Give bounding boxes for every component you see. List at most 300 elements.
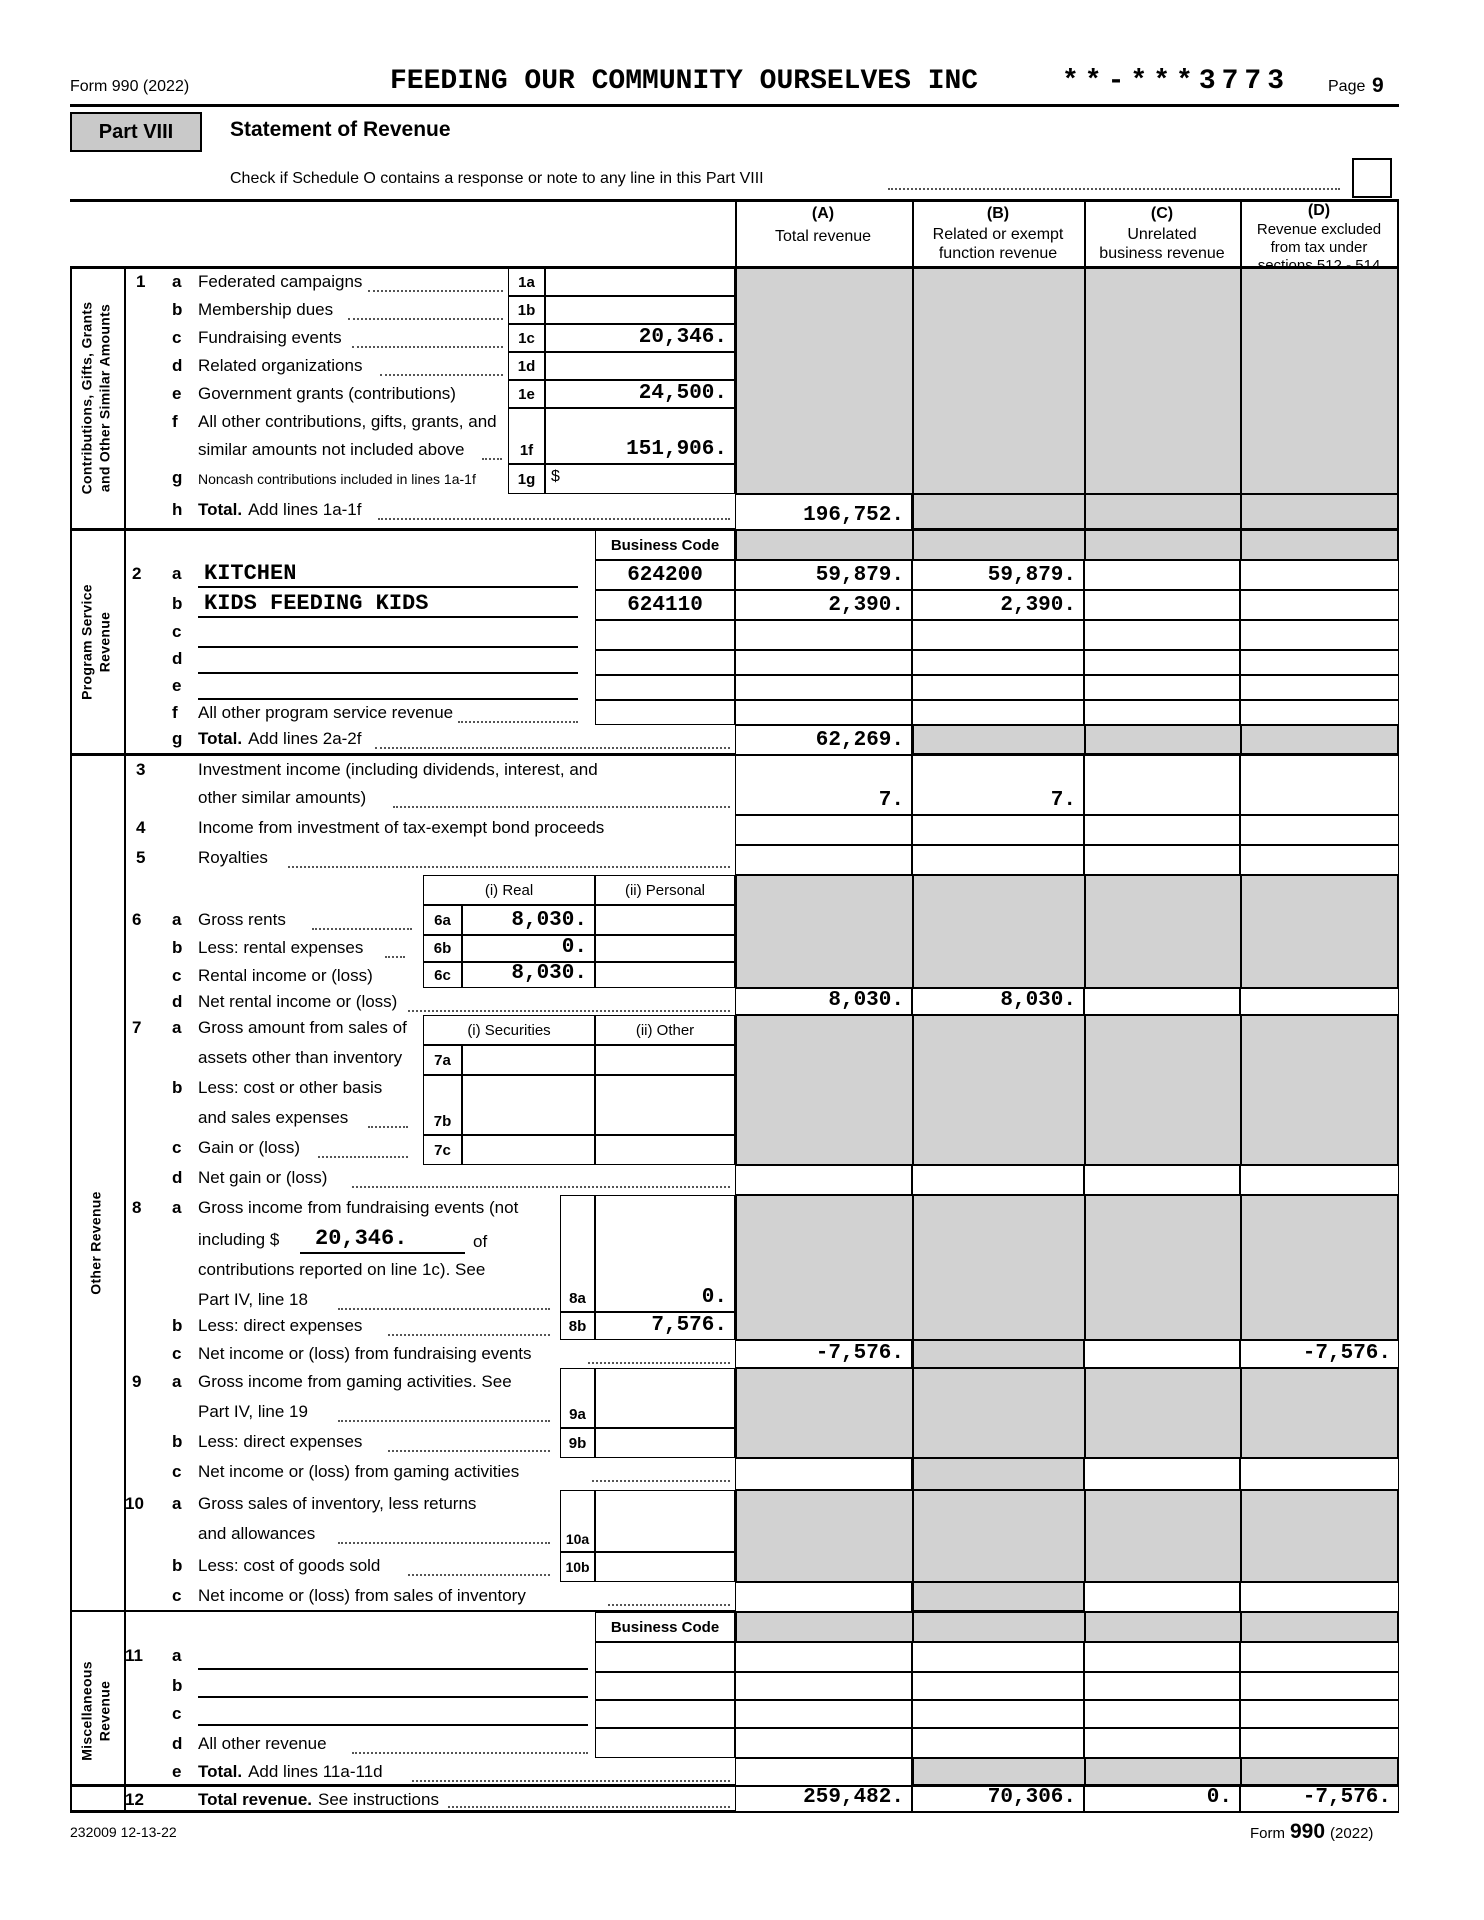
line-11d-col-b[interactable] [912,1728,1084,1758]
line-11a-name-field[interactable] [198,1668,588,1670]
section-label-other-revenue: Other Revenue [87,1191,104,1295]
line-8c-col-c[interactable] [1084,1340,1240,1368]
dot-leader [352,346,503,348]
line-1e-box: 1e [508,380,545,408]
shade-9c-b [912,1458,1084,1490]
line-1a-value-cell[interactable] [545,268,735,296]
line-1d-letter: d [172,356,183,375]
ein-value: **-***3773 [1062,66,1291,97]
line-2a-name[interactable]: KITCHEN [204,561,297,586]
dot-leader [318,1156,408,1158]
line-7d-letter: d [172,1168,183,1187]
dot-leader [378,518,730,520]
dot-leader [388,1334,550,1336]
line-2e-code-cell[interactable] [595,675,735,700]
line-7a-securities-cell[interactable] [462,1045,595,1075]
line-11b-code-cell[interactable] [595,1672,735,1700]
line-9b-letter: b [172,1432,183,1451]
line-1b-label: Membership dues [198,300,334,319]
line-11b-letter: b [172,1676,183,1695]
dot-leader [888,188,1340,190]
line-12-number: 12 [125,1790,144,1809]
line-2b-col-c[interactable] [1084,590,1240,620]
line-9c-label: Net income or (loss) from gaming activities [198,1462,520,1481]
dot-leader [388,1450,550,1452]
organization-name: FEEDING OUR COMMUNITY OURSELVES INC [390,66,979,97]
line-9c-col-a[interactable] [735,1458,912,1490]
line-6a-letter: a [172,910,182,929]
line-1g-label: Noncash contributions included in lines 1a-1f [198,471,476,487]
line-8c-letter: c [172,1344,182,1363]
line-11-number: 11 [125,1646,143,1665]
line-9c-letter: c [172,1462,182,1481]
dot-leader [608,1604,730,1606]
line-9c-col-c[interactable] [1084,1458,1240,1490]
schedule-o-checkbox[interactable] [1352,158,1392,198]
line-1e-value-cell[interactable]: 24,500. [545,380,735,408]
line-11e-label: Total. Add lines 11a-11d [198,1762,383,1781]
line-9b-value-cell[interactable] [595,1428,735,1458]
col-d-tag: (D) [1307,202,1331,219]
line-7c-label: Gain or (loss) [198,1138,301,1157]
dot-leader [482,458,502,460]
section-strip-divider [124,268,126,1812]
line-10c-letter: c [172,1586,182,1605]
form-label: Form 990 (2022) [70,78,190,95]
col-d-label-1: Revenue excluded [1256,221,1382,238]
line-4-col-b[interactable] [912,815,1084,845]
line-10b-box: 10b [560,1552,595,1582]
line-8a-label-3: contributions reported on line 1c). See [198,1260,486,1279]
line-10a-value-cell[interactable] [595,1490,735,1552]
line-11c-col-a[interactable] [735,1700,912,1728]
line-9a-label-2: Part IV, line 19 [198,1402,308,1421]
schedule-o-check-text: Check if Schedule O contains a response or note to any line in this Part VIII [230,170,764,187]
line-6d-col-d[interactable] [1240,988,1399,1015]
line-11e-total-a[interactable] [735,1758,912,1786]
line-7a-label-2: assets other than inventory [198,1048,403,1067]
dot-leader [592,1480,730,1482]
shade-7abc [735,1015,1399,1165]
line-7d-col-c[interactable] [1084,1165,1240,1195]
line-1b-letter: b [172,300,183,319]
line-2d-col-a[interactable] [735,650,912,675]
line-2b-col-b[interactable]: 2,390. [912,590,1084,620]
line-1c-letter: c [172,328,182,347]
line-1g-dollar-sign: $ [551,468,560,485]
line-12-col-c[interactable]: 0. [1084,1786,1240,1812]
line-6d-col-c[interactable] [1084,988,1240,1015]
line-11d-col-c[interactable] [1084,1728,1240,1758]
line-6a-box: 6a [423,905,462,935]
dot-leader [368,1126,408,1128]
part-viii-badge: Part VIII [70,112,202,152]
line-8c-label: Net income or (loss) from fundraising events [198,1344,532,1363]
line-11c-col-b[interactable] [912,1700,1084,1728]
line-2f-col-b[interactable] [912,700,1084,725]
line-5-number: 5 [136,848,146,867]
line-2e-col-a[interactable] [735,675,912,700]
line-7d-label: Net gain or (loss) [198,1168,328,1187]
line-3-label-2: other similar amounts) [198,788,367,807]
line-6d-label: Net rental income or (loss) [198,992,398,1011]
line-6b-label: Less: rental expenses [198,938,364,957]
line-11d-code-cell[interactable] [595,1728,735,1758]
line-11a-col-d[interactable] [1240,1642,1399,1672]
line-10a-box: 10a [560,1490,595,1552]
line-5-col-c[interactable] [1084,845,1240,875]
shade-9ab [735,1368,1399,1458]
line-2c-col-b[interactable] [912,620,1084,650]
line-1c-label: Fundraising events [198,328,342,347]
line-2f-label: All other program service revenue [198,703,454,722]
line-11a-code-cell[interactable] [595,1642,735,1672]
line-7a-other-cell[interactable] [595,1045,735,1075]
line-7d-col-b[interactable] [912,1165,1084,1195]
line-6b-box: 6b [423,935,462,962]
line-2b-col-d[interactable] [1240,590,1399,620]
line-9-number: 9 [132,1372,142,1391]
line-11a-letter: a [172,1646,182,1665]
line-11b-name-field[interactable] [198,1696,588,1698]
line-1h-label: Total. Add lines 1a-1f [198,500,362,519]
line-6c-real-cell[interactable]: 8,030. [462,962,595,988]
line-4-col-a[interactable] [735,815,912,845]
line-2e-col-b[interactable] [912,675,1084,700]
section-label-contributions: Contributions, Gifts, Grants and Other Similar Amounts [78,301,112,495]
line-11d-col-d[interactable] [1240,1728,1399,1758]
line-6c-personal-cell[interactable] [595,962,735,988]
line-1g-value-cell[interactable] [545,464,735,494]
line-1d-value-cell[interactable] [545,352,735,380]
line-8-number: 8 [132,1198,142,1217]
line-8b-box: 8b [560,1312,595,1340]
line-6d-col-b[interactable]: 8,030. [912,988,1084,1015]
line-10a-label-1: Gross sales of inventory, less returns [198,1494,477,1513]
shade-1h-bcd [912,494,1399,530]
line-3-col-d[interactable] [1240,755,1399,815]
line-2f-col-c[interactable] [1084,700,1240,725]
line-1f-label-2: similar amounts not included above [198,440,465,459]
business-code-header: Business Code [595,530,735,560]
line-11b-col-d[interactable] [1240,1672,1399,1700]
dot-leader [412,1780,730,1782]
col-c-label-1: Unrelated [1127,226,1197,243]
dot-leader [338,1542,550,1544]
line-8a-amount[interactable]: 20,346. [315,1226,408,1251]
line-8b-letter: b [172,1316,183,1335]
line-2e-letter: e [172,676,182,695]
line-2d-letter: d [172,649,183,668]
line-9a-letter: a [172,1372,182,1391]
line-2c-name-field[interactable] [198,646,578,648]
dot-leader [393,806,730,808]
dot-leader [368,290,503,292]
line-2f-col-a[interactable] [735,700,912,725]
line-7b-label-1: Less: cost or other basis [198,1078,383,1097]
other-column-header: (ii) Other [595,1015,735,1045]
dot-leader [408,1574,550,1576]
line-6d-letter: d [172,992,183,1011]
line-8b-label: Less: direct expenses [198,1316,363,1335]
line-2f-code-cell[interactable] [595,700,735,725]
line-1h-letter: h [172,500,183,519]
footer-form-year: (2022) [1330,1825,1374,1842]
line-2d-name-field[interactable] [198,672,578,674]
line-3-label-1: Investment income (including dividends, interest, and [198,760,598,779]
line-4-label: Income from investment of tax-exempt bond proceeds [198,818,605,837]
line-2b-col-a[interactable]: 2,390. [735,590,912,620]
dot-leader [588,1362,730,1364]
line-9a-box: 9a [560,1368,595,1428]
line-2c-col-a[interactable] [735,620,912,650]
line-11c-code-cell[interactable] [595,1700,735,1728]
shade-1a-1g [735,268,1399,494]
line-12-col-d[interactable]: -7,576. [1240,1786,1399,1812]
line-2f-letter: f [172,703,178,722]
line-8a-amount-underline [300,1252,465,1254]
line-11b-col-c[interactable] [1084,1672,1240,1700]
line-1d-label: Related organizations [198,356,363,375]
line-2a-letter: a [172,564,182,583]
line-8a-label-1: Gross income from fundraising events (not [198,1198,519,1217]
line-3-col-a[interactable]: 7. [735,755,912,815]
line-2c-col-d[interactable] [1240,620,1399,650]
header-rule [70,104,1399,107]
line-2g-label: Total. Add lines 2a-2f [198,729,362,748]
dot-leader [348,318,503,320]
line-6d-col-a[interactable]: 8,030. [735,988,912,1015]
line-1b-value-cell[interactable] [545,296,735,324]
line-2d-code-cell[interactable] [595,650,735,675]
line-7d-col-a[interactable] [735,1165,912,1195]
line-2-number: 2 [132,564,142,583]
line-11d-letter: d [172,1734,183,1753]
line-11d-label: All other revenue [198,1734,327,1753]
line-11b-col-b[interactable] [912,1672,1084,1700]
line-1e-letter: e [172,384,182,403]
line-2a-code-cell[interactable]: 624200 [595,560,735,590]
line-10c-label: Net income or (loss) from sales of inventory [198,1586,526,1605]
line-2f-col-d[interactable] [1240,700,1399,725]
line-1a-letter: a [172,272,182,291]
page-number: 9 [1372,74,1384,97]
line-2a-col-a[interactable]: 59,879. [735,560,912,590]
line-10c-col-a[interactable] [735,1582,912,1612]
line-2a-col-c[interactable] [1084,560,1240,590]
line-7c-securities-cell[interactable] [462,1135,595,1165]
dot-leader [375,747,730,749]
col-b-label-1: Related or exempt [932,226,1064,243]
line-11c-col-c[interactable] [1084,1700,1240,1728]
line-7a-letter: a [172,1018,182,1037]
real-column-header: (i) Real [423,875,595,905]
line-1c-box: 1c [508,324,545,352]
line-2b-name-field[interactable] [198,616,578,618]
line-11c-letter: c [172,1704,182,1723]
line-8a-label-2a: including $ [198,1230,280,1249]
dot-leader [448,1806,730,1808]
line-6b-personal-cell[interactable] [595,935,735,962]
line-7c-box: 7c [423,1135,462,1165]
line-1f-box: 1f [508,408,545,464]
line-10c-col-c[interactable] [1084,1582,1240,1612]
col-a-label: Total revenue [774,228,872,245]
dot-leader [288,866,730,868]
line-5-col-b[interactable] [912,845,1084,875]
line-8b-value-cell[interactable]: 7,576. [595,1312,735,1340]
line-10b-value-cell[interactable] [595,1552,735,1582]
line-7a-box: 7a [423,1045,462,1075]
line-9a-value-cell[interactable] [595,1368,735,1428]
line-3-col-c[interactable] [1084,755,1240,815]
line-5-col-d[interactable] [1240,845,1399,875]
line-2b-code-cell[interactable]: 624110 [595,590,735,620]
line-7b-box: 7b [423,1075,462,1135]
line-11d-col-a[interactable] [735,1728,912,1758]
dot-leader [380,374,503,376]
part-title: Statement of Revenue [230,118,451,141]
section-label-miscellaneous: Miscellaneous Revenue [78,1661,112,1761]
personal-column-header: (ii) Personal [595,875,735,905]
line-7c-letter: c [172,1138,182,1157]
line-11a-col-a[interactable] [735,1642,912,1672]
line-7c-other-cell[interactable] [595,1135,735,1165]
dot-leader [352,1186,730,1188]
line-8c-col-d[interactable]: -7,576. [1240,1340,1399,1368]
line-6a-personal-cell[interactable] [595,905,735,935]
line-6a-real-cell[interactable]: 8,030. [462,905,595,935]
col-a-tag: (A) [811,205,835,222]
line-11a-col-b[interactable] [912,1642,1084,1672]
line-8c-col-a[interactable]: -7,576. [735,1340,912,1368]
footer-form-number: 990 [1290,1820,1326,1843]
line-1g-box: 1g [508,464,545,494]
footer-code: 232009 12-13-22 [70,1824,177,1840]
line-7b-securities-cell[interactable] [462,1075,595,1135]
line-1g-letter: g [172,468,183,487]
line-5-label: Royalties [198,848,268,867]
line-1-number: 1 [136,272,146,291]
line-2c-code-cell[interactable] [595,620,735,650]
line-8a-label-4: Part IV, line 18 [198,1290,308,1309]
line-1a-label: Federated campaigns [198,272,363,291]
line-10a-letter: a [172,1494,182,1513]
line-9c-col-d[interactable] [1240,1458,1399,1490]
line-7-number: 7 [132,1018,142,1037]
line-6a-label: Gross rents [198,910,286,929]
line-4-col-d[interactable] [1240,815,1399,845]
line-11e-letter: e [172,1762,182,1781]
line-2a-col-d[interactable] [1240,560,1399,590]
footer-form-word: Form [1250,1825,1285,1842]
col-b-label-2: function revenue [938,245,1058,262]
line-9a-label-1: Gross income from gaming activities. See [198,1372,512,1391]
table-left-border [70,268,72,1812]
line-1a-box: 1a [508,268,545,296]
line-12-col-b[interactable]: 70,306. [912,1786,1084,1812]
line-11c-col-d[interactable] [1240,1700,1399,1728]
line-5-col-a[interactable] [735,845,912,875]
line-2b-name[interactable]: KIDS FEEDING KIDS [204,591,429,616]
line-7b-letter: b [172,1078,183,1097]
dot-leader [408,1010,730,1012]
line-12-col-a[interactable]: 259,482. [735,1786,912,1812]
line-10-number: 10 [125,1494,144,1513]
line-1e-label: Government grants (contributions) [198,384,456,403]
dot-leader [338,1420,550,1422]
line-7a-label-1: Gross amount from sales of [198,1018,407,1037]
line-2c-letter: c [172,622,182,641]
line-2a-name-field[interactable] [198,586,578,588]
line-9b-box: 9b [560,1428,595,1458]
line-6b-letter: b [172,938,183,957]
line-4-col-c[interactable] [1084,815,1240,845]
line-11a-col-c[interactable] [1084,1642,1240,1672]
line-1f-letter: f [172,412,178,431]
line-7d-col-d[interactable] [1240,1165,1399,1195]
line-1c-value-cell[interactable]: 20,346. [545,324,735,352]
shade-10ab [735,1490,1399,1582]
line-2d-col-b[interactable] [912,650,1084,675]
section-label-program-service: Program Service Revenue [78,584,112,700]
line-12-label: Total revenue. See instructions [198,1790,439,1809]
line-7b-other-cell[interactable] [595,1075,735,1135]
col-c-tag: (C) [1150,205,1174,222]
line-10b-label: Less: cost of goods sold [198,1556,381,1575]
col-d-label-2: from tax under [1270,239,1368,256]
line-2e-col-c[interactable] [1084,675,1240,700]
line-1f-value-cell[interactable]: 151,906. [545,408,735,464]
line-3-number: 3 [136,760,146,779]
dot-leader [312,928,412,930]
line-1h-total-a[interactable]: 196,752. [735,494,912,530]
dot-leader [385,956,405,958]
shade-business-code-row-2 [735,1612,1399,1642]
line-2b-letter: b [172,594,183,613]
dot-leader [458,721,578,723]
shade-8c-b [912,1340,1084,1368]
line-11c-name-field[interactable] [198,1724,588,1726]
line-7b-label-2: and sales expenses [198,1108,349,1127]
dot-leader [352,1752,588,1754]
line-11b-col-a[interactable] [735,1672,912,1700]
line-2e-col-d[interactable] [1240,675,1399,700]
line-10c-col-d[interactable] [1240,1582,1399,1612]
line-2d-col-c[interactable] [1084,650,1240,675]
line-3-col-b[interactable]: 7. [912,755,1084,815]
line-2a-col-b[interactable]: 59,879. [912,560,1084,590]
shade-6abc [735,875,1399,988]
line-2d-col-d[interactable] [1240,650,1399,675]
business-code-header-2: Business Code [595,1612,735,1642]
line-1f-label-1: All other contributions, gifts, grants, and [198,412,497,431]
dot-leader [338,1308,550,1310]
line-2g-total-a[interactable]: 62,269. [735,725,912,755]
line-8a-value-cell[interactable]: 0. [595,1195,735,1312]
col-b-tag: (B) [986,205,1010,222]
line-6b-real-cell[interactable]: 0. [462,935,595,962]
line-6c-label: Rental income or (loss) [198,966,373,985]
line-9b-label: Less: direct expenses [198,1432,363,1451]
line-2e-name-field[interactable] [198,698,578,700]
line-8a-letter: a [172,1198,182,1217]
line-4-number: 4 [136,818,146,837]
shade-2g-bcd [912,725,1399,755]
line-2c-col-c[interactable] [1084,620,1240,650]
shade-business-code-row [735,530,1399,560]
col-c-label-2: business revenue [1099,245,1225,262]
